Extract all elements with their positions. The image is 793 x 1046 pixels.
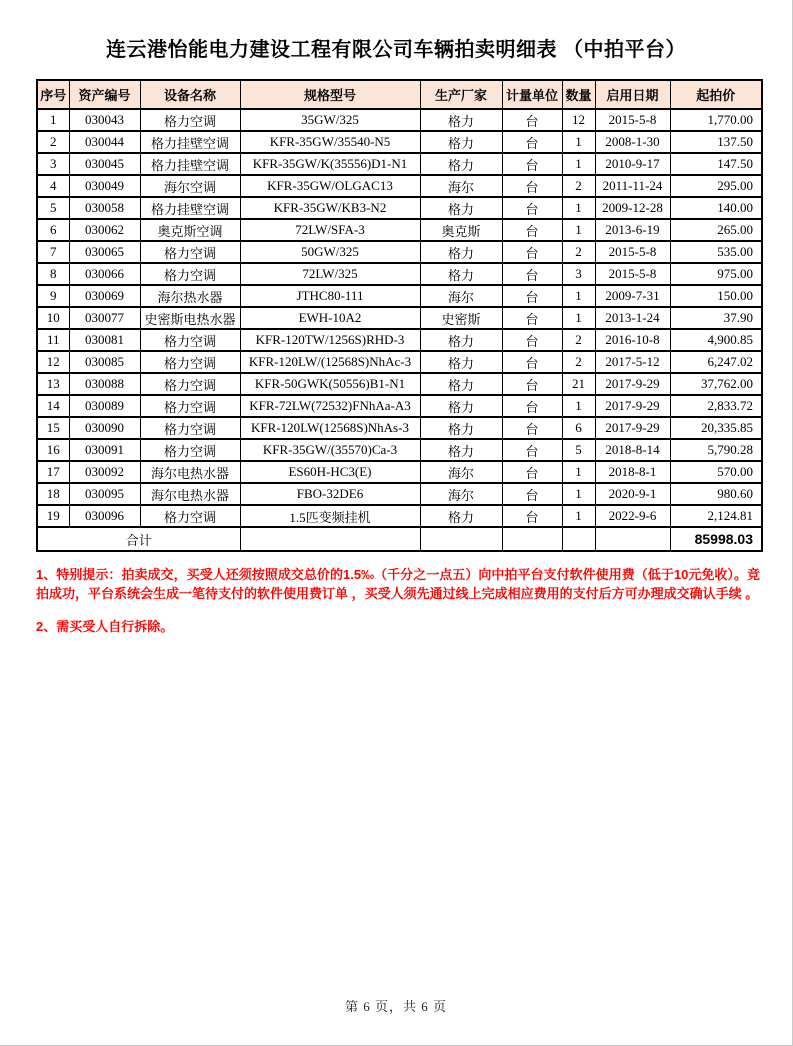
cell-r7-c4: 格力 <box>420 241 502 263</box>
cell-r16-c3: KFR-35GW/(35570)Ca-3 <box>240 439 420 461</box>
cell-r1-c0: 1 <box>37 109 69 131</box>
cell-r17-c8: 570.00 <box>670 461 762 483</box>
table-row <box>37 153 762 175</box>
cell-r5-c6: 1 <box>562 197 595 219</box>
cell-r8-c0: 8 <box>37 263 69 285</box>
cell-r17-c6: 1 <box>562 461 595 483</box>
cell-r10-c4: 史密斯 <box>420 307 502 329</box>
table-row <box>37 417 762 439</box>
cell-r14-c0: 14 <box>37 395 69 417</box>
cell-r11-c1: 030081 <box>69 329 140 351</box>
note-self-removal: 2、需买受人自行拆除。 <box>36 619 174 634</box>
cell-r7-c7: 2015-5-8 <box>595 241 670 263</box>
cell-r8-c3: 72LW/325 <box>240 263 420 285</box>
table-row <box>37 439 762 461</box>
table-row <box>37 241 762 263</box>
cell-r16-c1: 030091 <box>69 439 140 461</box>
cell-r4-c3: KFR-35GW/OLGAC13 <box>240 175 420 197</box>
total-empty-manufacturer <box>420 527 502 551</box>
table-row <box>37 131 762 153</box>
cell-r5-c5: 台 <box>502 197 562 219</box>
cell-r15-c6: 6 <box>562 417 595 439</box>
cell-r7-c1: 030065 <box>69 241 140 263</box>
table-header-row <box>37 80 762 109</box>
cell-r16-c8: 5,790.28 <box>670 439 762 461</box>
cell-r11-c7: 2016-10-8 <box>595 329 670 351</box>
cell-r14-c6: 1 <box>562 395 595 417</box>
cell-r18-c6: 1 <box>562 483 595 505</box>
cell-r6-c4: 奥克斯 <box>420 219 502 241</box>
cell-r18-c3: FBO-32DE6 <box>240 483 420 505</box>
cell-r14-c4: 格力 <box>420 395 502 417</box>
cell-r9-c8: 150.00 <box>670 285 762 307</box>
cell-r6-c0: 6 <box>37 219 69 241</box>
cell-r5-c7: 2009-12-28 <box>595 197 670 219</box>
cell-r8-c7: 2015-5-8 <box>595 263 670 285</box>
cell-r19-c4: 格力 <box>420 505 502 527</box>
cell-r2-c0: 2 <box>37 131 69 153</box>
cell-r7-c5: 台 <box>502 241 562 263</box>
cell-r4-c7: 2011-11-24 <box>595 175 670 197</box>
cell-r11-c4: 格力 <box>420 329 502 351</box>
cell-r13-c2: 格力空调 <box>140 373 240 395</box>
table-row <box>37 351 762 373</box>
cell-r11-c5: 台 <box>502 329 562 351</box>
cell-r8-c8: 975.00 <box>670 263 762 285</box>
cell-r3-c7: 2010-9-17 <box>595 153 670 175</box>
cell-r2-c1: 030044 <box>69 131 140 153</box>
cell-r4-c2: 海尔空调 <box>140 175 240 197</box>
cell-r4-c4: 海尔 <box>420 175 502 197</box>
column-header-5: 计量单位 <box>502 80 562 109</box>
cell-r9-c4: 海尔 <box>420 285 502 307</box>
cell-r3-c0: 3 <box>37 153 69 175</box>
cell-r2-c3: KFR-35GW/35540-N5 <box>240 131 420 153</box>
cell-r16-c0: 16 <box>37 439 69 461</box>
cell-r11-c3: KFR-120TW/1256S)RHD-3 <box>240 329 420 351</box>
cell-r12-c2: 格力空调 <box>140 351 240 373</box>
auction-items-table <box>36 79 763 552</box>
cell-r2-c5: 台 <box>502 131 562 153</box>
cell-r4-c0: 4 <box>37 175 69 197</box>
column-header-0: 序号 <box>37 80 69 109</box>
table-row <box>37 505 762 527</box>
cell-r14-c3: KFR-72LW(72532)FNhAa-A3 <box>240 395 420 417</box>
cell-r6-c8: 265.00 <box>670 219 762 241</box>
cell-r8-c6: 3 <box>562 263 595 285</box>
cell-r15-c3: KFR-120LW(12568S)NhAs-3 <box>240 417 420 439</box>
page-number: 第 6 页，共 6 页 <box>344 999 447 1014</box>
cell-r5-c3: KFR-35GW/KB3-N2 <box>240 197 420 219</box>
cell-r15-c2: 格力空调 <box>140 417 240 439</box>
table-row <box>37 307 762 329</box>
cell-r11-c2: 格力空调 <box>140 329 240 351</box>
cell-r6-c6: 1 <box>562 219 595 241</box>
cell-r17-c1: 030092 <box>69 461 140 483</box>
cell-r15-c7: 2017-9-29 <box>595 417 670 439</box>
cell-r14-c8: 2,833.72 <box>670 395 762 417</box>
cell-r16-c2: 格力空调 <box>140 439 240 461</box>
column-header-8: 起拍价 <box>670 80 762 109</box>
cell-r7-c0: 7 <box>37 241 69 263</box>
cell-r4-c5: 台 <box>502 175 562 197</box>
cell-r14-c2: 格力空调 <box>140 395 240 417</box>
cell-r19-c7: 2022-9-6 <box>595 505 670 527</box>
cell-r12-c3: KFR-120LW/(12568S)NhAc-3 <box>240 351 420 373</box>
table-row <box>37 285 762 307</box>
page-title: 连云港怡能电力建设工程有限公司车辆拍卖明细表 （中拍平台） <box>105 39 687 61</box>
cell-r8-c5: 台 <box>502 263 562 285</box>
total-empty-spec <box>240 527 420 551</box>
column-header-2: 设备名称 <box>140 80 240 109</box>
cell-r3-c6: 1 <box>562 153 595 175</box>
cell-r12-c1: 030085 <box>69 351 140 373</box>
cell-r13-c4: 格力 <box>420 373 502 395</box>
cell-r13-c0: 13 <box>37 373 69 395</box>
cell-r5-c0: 5 <box>37 197 69 219</box>
cell-r15-c4: 格力 <box>420 417 502 439</box>
cell-r12-c0: 12 <box>37 351 69 373</box>
table-row <box>37 461 762 483</box>
cell-r8-c1: 030066 <box>69 263 140 285</box>
cell-r3-c3: KFR-35GW/K(35556)D1-N1 <box>240 153 420 175</box>
cell-r15-c0: 15 <box>37 417 69 439</box>
cell-r12-c4: 格力 <box>420 351 502 373</box>
cell-r1-c6: 12 <box>562 109 595 131</box>
cell-r2-c7: 2008-1-30 <box>595 131 670 153</box>
cell-r17-c0: 17 <box>37 461 69 483</box>
cell-r3-c5: 台 <box>502 153 562 175</box>
cell-r9-c1: 030069 <box>69 285 140 307</box>
cell-r1-c2: 格力空调 <box>140 109 240 131</box>
cell-r8-c2: 格力空调 <box>140 263 240 285</box>
table-row <box>37 219 762 241</box>
cell-r4-c1: 030049 <box>69 175 140 197</box>
table-row <box>37 109 762 131</box>
cell-r5-c1: 030058 <box>69 197 140 219</box>
cell-r1-c5: 台 <box>502 109 562 131</box>
cell-r2-c8: 137.50 <box>670 131 762 153</box>
cell-r3-c4: 格力 <box>420 153 502 175</box>
table-row <box>37 373 762 395</box>
cell-r5-c2: 格力挂壁空调 <box>140 197 240 219</box>
cell-r17-c4: 海尔 <box>420 461 502 483</box>
cell-r9-c6: 1 <box>562 285 595 307</box>
cell-r16-c7: 2018-8-14 <box>595 439 670 461</box>
cell-r7-c8: 535.00 <box>670 241 762 263</box>
cell-r10-c0: 10 <box>37 307 69 329</box>
cell-r10-c1: 030077 <box>69 307 140 329</box>
cell-r12-c7: 2017-5-12 <box>595 351 670 373</box>
cell-r11-c0: 11 <box>37 329 69 351</box>
total-empty-unit <box>502 527 562 551</box>
cell-r9-c2: 海尔热水器 <box>140 285 240 307</box>
cell-r19-c5: 台 <box>502 505 562 527</box>
cell-r2-c4: 格力 <box>420 131 502 153</box>
cell-r13-c6: 21 <box>562 373 595 395</box>
total-value: 85998.03 <box>670 527 762 551</box>
cell-r6-c5: 台 <box>502 219 562 241</box>
total-label: 合计 <box>37 527 240 551</box>
cell-r17-c7: 2018-8-1 <box>595 461 670 483</box>
cell-r6-c7: 2013-6-19 <box>595 219 670 241</box>
cell-r19-c0: 19 <box>37 505 69 527</box>
cell-r13-c3: KFR-50GWK(50556)B1-N1 <box>240 373 420 395</box>
cell-r5-c8: 140.00 <box>670 197 762 219</box>
cell-r17-c5: 台 <box>502 461 562 483</box>
cell-r15-c5: 台 <box>502 417 562 439</box>
cell-r1-c7: 2015-5-8 <box>595 109 670 131</box>
cell-r3-c8: 147.50 <box>670 153 762 175</box>
cell-r1-c4: 格力 <box>420 109 502 131</box>
table-body <box>37 109 762 527</box>
cell-r12-c6: 2 <box>562 351 595 373</box>
notes-section <box>36 565 760 636</box>
cell-r19-c2: 格力空调 <box>140 505 240 527</box>
cell-r13-c7: 2017-9-29 <box>595 373 670 395</box>
cell-r5-c4: 格力 <box>420 197 502 219</box>
cell-r7-c6: 2 <box>562 241 595 263</box>
table-row <box>37 175 762 197</box>
cell-r11-c6: 2 <box>562 329 595 351</box>
cell-r11-c8: 4,900.85 <box>670 329 762 351</box>
cell-r6-c1: 030062 <box>69 219 140 241</box>
total-empty-date <box>595 527 670 551</box>
table-row <box>37 197 762 219</box>
cell-r12-c8: 6,247.02 <box>670 351 762 373</box>
cell-r7-c2: 格力空调 <box>140 241 240 263</box>
cell-r10-c8: 37.90 <box>670 307 762 329</box>
cell-r7-c3: 50GW/325 <box>240 241 420 263</box>
column-header-6: 数量 <box>562 80 595 109</box>
cell-r4-c8: 295.00 <box>670 175 762 197</box>
cell-r18-c2: 海尔电热水器 <box>140 483 240 505</box>
cell-r1-c1: 030043 <box>69 109 140 131</box>
cell-r12-c5: 台 <box>502 351 562 373</box>
cell-r6-c2: 奥克斯空调 <box>140 219 240 241</box>
cell-r19-c6: 1 <box>562 505 595 527</box>
cell-r17-c2: 海尔电热水器 <box>140 461 240 483</box>
cell-r9-c0: 9 <box>37 285 69 307</box>
cell-r10-c2: 史密斯电热水器 <box>140 307 240 329</box>
cell-r10-c5: 台 <box>502 307 562 329</box>
cell-r6-c3: 72LW/SFA-3 <box>240 219 420 241</box>
cell-r16-c6: 5 <box>562 439 595 461</box>
note-special-reminder: 1、特别提示：拍卖成交，买受人还须按照成交总价的1.5‰（千分之一点五）向中拍平台支付软件使用费（低于10元免收）。竞拍成功，平台系统会生成一笔待支付的软件使用费订单 ，买受人须先通过线上完成相应费用的支付后方可办理成交确认手续 。 <box>36 567 760 601</box>
table-row <box>37 395 762 417</box>
cell-r16-c5: 台 <box>502 439 562 461</box>
cell-r13-c1: 030088 <box>69 373 140 395</box>
cell-r19-c1: 030096 <box>69 505 140 527</box>
cell-r9-c3: JTHC80-111 <box>240 285 420 307</box>
table-row <box>37 329 762 351</box>
cell-r2-c2: 格力挂壁空调 <box>140 131 240 153</box>
cell-r10-c6: 1 <box>562 307 595 329</box>
cell-r10-c7: 2013-1-24 <box>595 307 670 329</box>
cell-r15-c1: 030090 <box>69 417 140 439</box>
column-header-1: 资产编号 <box>69 80 140 109</box>
cell-r3-c1: 030045 <box>69 153 140 175</box>
cell-r10-c3: EWH-10A2 <box>240 307 420 329</box>
column-header-4: 生产厂家 <box>420 80 502 109</box>
cell-r18-c7: 2020-9-1 <box>595 483 670 505</box>
cell-r15-c8: 20,335.85 <box>670 417 762 439</box>
cell-r14-c7: 2017-9-29 <box>595 395 670 417</box>
total-row <box>37 527 762 551</box>
table-row <box>37 263 762 285</box>
cell-r19-c3: 1.5匹变频挂机 <box>240 505 420 527</box>
cell-r18-c4: 海尔 <box>420 483 502 505</box>
cell-r1-c8: 1,770.00 <box>670 109 762 131</box>
cell-r18-c5: 台 <box>502 483 562 505</box>
cell-r9-c7: 2009-7-31 <box>595 285 670 307</box>
cell-r18-c8: 980.60 <box>670 483 762 505</box>
cell-r14-c1: 030089 <box>69 395 140 417</box>
cell-r18-c0: 18 <box>37 483 69 505</box>
cell-r9-c5: 台 <box>502 285 562 307</box>
column-header-7: 启用日期 <box>595 80 670 109</box>
cell-r18-c1: 030095 <box>69 483 140 505</box>
total-empty-qty <box>562 527 595 551</box>
cell-r8-c4: 格力 <box>420 263 502 285</box>
cell-r1-c3: 35GW/325 <box>240 109 420 131</box>
cell-r4-c6: 2 <box>562 175 595 197</box>
cell-r3-c2: 格力挂壁空调 <box>140 153 240 175</box>
table-row <box>37 483 762 505</box>
cell-r19-c8: 2,124.81 <box>670 505 762 527</box>
cell-r13-c8: 37,762.00 <box>670 373 762 395</box>
cell-r14-c5: 台 <box>502 395 562 417</box>
cell-r17-c3: ES60H-HC3(E) <box>240 461 420 483</box>
cell-r2-c6: 1 <box>562 131 595 153</box>
column-header-3: 规格型号 <box>240 80 420 109</box>
cell-r16-c4: 格力 <box>420 439 502 461</box>
cell-r13-c5: 台 <box>502 373 562 395</box>
